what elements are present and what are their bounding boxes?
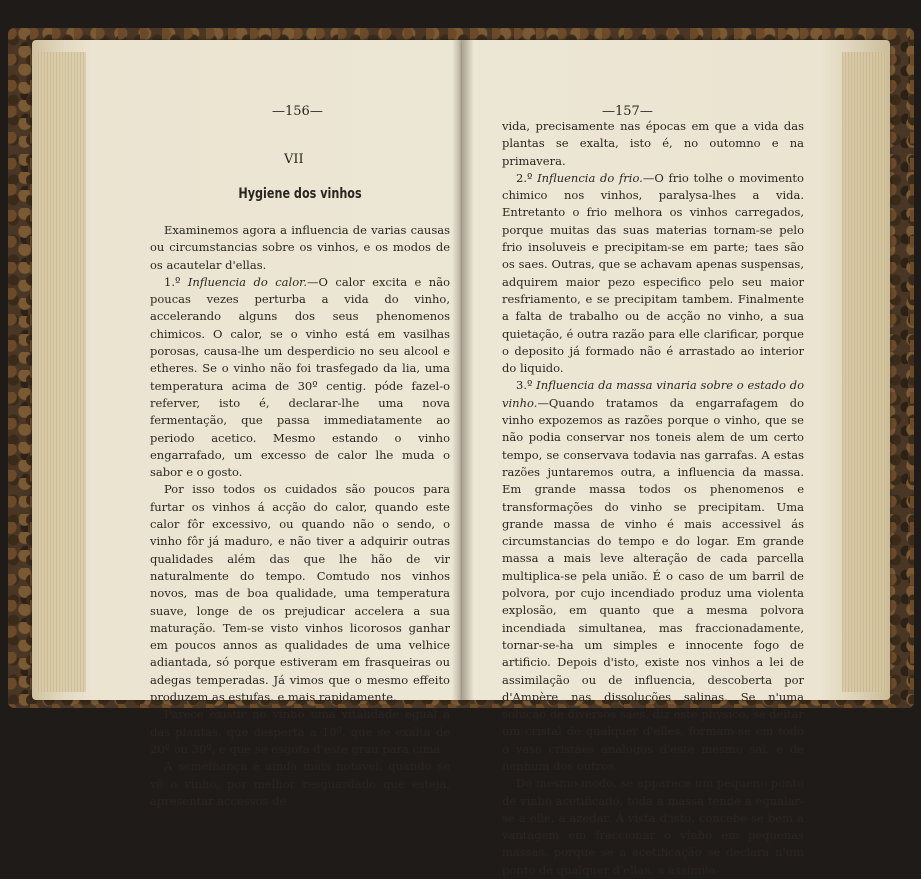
chapter-number: VII: [284, 152, 304, 167]
paragraph: [150, 481, 450, 706]
right-page: [462, 40, 890, 877]
page-edges: [38, 52, 86, 692]
paragraph-text: —Quando tratamos da engarrafagem do vinho expozemos as razões porque o vinho, que se não podia conservar nos toneis alem de um certo tempo, se conservava todavia nas garrafas. A estas razões juntaremos outra, a influencia da massa. Em grande massa todos os phenomenos e transformações do vinho se precipitam. Uma grande massa de vinho é mais accessivel ás circumstancias do tempo e do logar. Em grande massa a mais leve alteração de cada parcella multiplica-se pela união. É o caso de um barril de polvora, por cujo incendiado produz uma violenta explosão, em quanto que a mesma polvora incendiada simultanea, mas fraccionadamente, tornar-se-ha um simples e innocente fogo de artificio. Depois d'isto, existe nos vinhos a lei de assimilação ou de influencia, descoberta por d'Ampère nas dissoluções salinas. Se n'uma solução de diversos saes, diz este physico, se deitar um cristal de qualquer d'elles, formam-se em todo o vaso cristaes analogos d'este mesmo sal, e de nenhum dos outros.: [502, 395, 804, 773]
paragraph-number: 1.º: [164, 274, 188, 289]
paragraph: [150, 758, 450, 810]
paragraph: [150, 274, 450, 482]
page-number: —156—: [272, 104, 323, 119]
paragraph-text: vida, precisamente nas épocas em que a vida das plantas se exalta, isto é, no outomno e na primavera.: [502, 119, 804, 168]
paragraph: [502, 775, 804, 879]
paragraph: [150, 706, 450, 758]
chapter-title: Hygiene dos vinhos: [238, 186, 362, 202]
paragraph-heading: Influencia da massa vinaria sobre o estado do vinho.: [502, 378, 804, 410]
paragraph-text: Examinemos agora a influencia de varias causas ou circumstancias sobre os vinhos, e os modos de os acautelar d'ellas.: [150, 223, 450, 272]
paragraph-text: Do mesmo modo, se apparece um pequeno ponto de vinho acetificado, toda a massa tende a egualar-se a elle, a azedar. Á vista d'isto, concebe-se bem a vantagem em fraccionar o vinho em pequenas massas, porque se a acetificação se declara n'um ponto de qualquer d'ellas, a assimila-: [502, 776, 804, 877]
paragraph-text: A semelhança é ainda mais notavel, quando se vê o vinho, por melhor resguardado que esteja, apresentar accessos de: [150, 759, 450, 808]
paragraph: [150, 222, 450, 274]
page-number: —157—: [602, 104, 653, 119]
page-text: [502, 118, 804, 879]
paragraph-text: Por isso todos os cuidados são poucos para furtar os vinhos á acção do calor, quando este calor fôr excessivo, ou quando não o sendo, o vinho fôr já maduro, e não tiver a adquirir outras qualidades além das que lhe hão de vir naturalmente do tempo. Comtudo nos vinhos novos, mas de boa qualidade, uma temperatura suave, longe de os prejudicar accelera a sua maturação. Tem-se visto vinhos licorosos ganhar em poucos annos as qualidades de uma velhice adiantada, só porque estiveram em frasqueiras ou adegas temperadas. Já vimos que o mesmo effeito produzem as estufas, e mais rapidamente.: [150, 482, 450, 705]
page-edges: [842, 52, 886, 692]
paragraph: [502, 118, 804, 170]
paragraph: [502, 170, 804, 378]
paragraph-number: 2.º: [516, 170, 538, 185]
book-gutter: [452, 40, 474, 700]
paragraph-number: 3.º: [516, 378, 537, 393]
paragraph: [502, 377, 804, 775]
paragraph-text: Parece existir no vinho uma vitalidade egual á das plantas, que desperta a 10º, que se exalta de 20º ou 30º, e que se esgota d'este grau para cima.: [150, 707, 450, 756]
page-text: [150, 222, 450, 810]
left-page: [32, 40, 462, 808]
paragraph-text: —O calor excita e não poucas vezes perturba a vida do vinho, accelerando alguns dos seus phenomenos chimicos. O calor, se o vinho está em vasilhas porosas, causa-lhe um desperdicio no seu alcool e etheres. Se o vinho não foi trasfegado da lia, uma temperatura acima de 30º centig. póde fazel-o referver, isto é, declarar-lhe uma nova fermentação, que passa immediatamente ao periodo acetico. Mesmo estando o vinho engarrafado, um excesso de calor lhe muda o sabor e o gosto.: [150, 274, 450, 480]
paragraph-heading: Influencia do calor.: [187, 274, 308, 289]
paragraph-text: —O frio tolhe o movimento chimico nos vinhos, paralysa-lhes a vida. Entretanto o frio melhora os vinhos carregados, porque muitas das suas materias tornam-se pelo frio insoluveis e precipitam-se em parte; taes são os saes. Outras, que se achavam apenas suspensas, adquirem maior pezo especifico pelo seu maior resfriamento, e se precipitam tambem. Finalmente a falta de trabalho ou de acção no vinho, a sua quietação, é outra razão para elle clarificar, porque o deposito já formado não é arrastado ao interior do liquido.: [502, 170, 804, 376]
paragraph-heading: Influencia do frio.: [537, 170, 643, 185]
